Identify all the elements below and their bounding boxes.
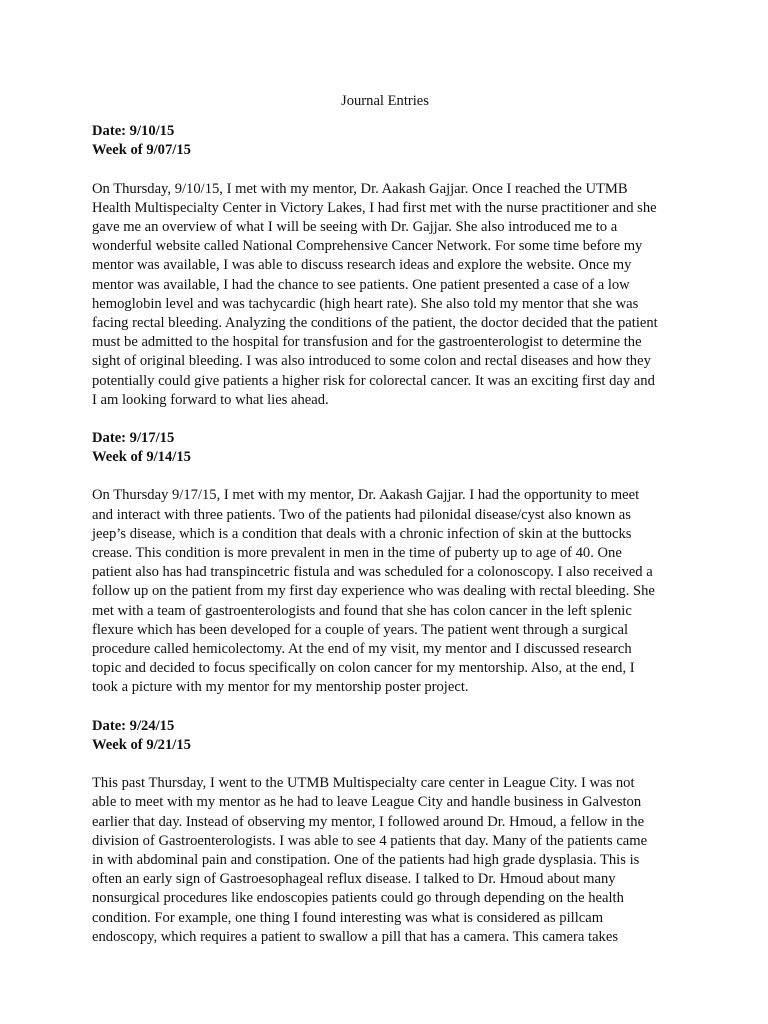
entry-week: Week of 9/07/15 <box>92 142 191 159</box>
entry-week: Week of 9/21/15 <box>92 736 191 753</box>
entry-text: On Thursday 9/17/15, I met with my mentor, Dr. Aakash Gajjar. I had the opportunity to meet and interact with three patients. Two of the patients had pilonidal disease/cyst also known as jeep’s disease, which is a condition that deals with a chronic infection of skin at the buttocks crease. This condition is more prevalent in men in the time of puberty up to age of 40. One patient also has had transpincetric fistula and was scheduled for a colonoscopy. I also received a follow up on the patient from my first day experience who was dealing with rectal bleeding. She met with a team of gastroenterologists and found that she has colon cancer in the left splenic flexure which has been developed for a couple of years. The patient went through a surgical procedure called hemicolectomy. At the end of my visit, my mentor and I discussed research topic and decided to focus specifically on colon cancer for my mentorship. Also, at the end, I took a picture with my mentor for my mentorship poster project. <box>92 487 655 696</box>
entry-text: This past Thursday, I went to the UTMB Multispecialty care center in League City. I was not able to meet with my mentor as he had to leave League City and handle business in Galveston earlier that day. Instead of observing my mentor, I followed around Dr. Hmoud, a fellow in the division of Gastroenterologists. I was able to see 4 patients that day. Many of the patients came in with abdominal pain and constipation. One of the patients had high grade dysplasia. This is often an early sign of Gastroesophageal reflux disease. I talked to Dr. Hmoud about many nonsurgical procedures like endoscopies patients could go through depending on the health condition. For example, one thing I found interesting was what is considered as pillcam endoscopy, which requires a patient to swallow a pill that has a camera. This camera takes <box>92 775 648 945</box>
entry-week: Week of 9/14/15 <box>92 449 191 466</box>
journal-entry <box>92 429 678 698</box>
entry-text: On Thursday, 9/10/15, I met with my mentor, Dr. Aakash Gajjar. Once I reached the UTMB Health Multispecialty Center in Victory Lakes, I had first met with the nurse practitioner and she gave me an overview of what I will be seeing with Dr. Gajjar. She also introduced me to a wonderful website called National Comprehensive Cancer Network. For some time before my mentor was available, I was able to discuss research ideas and explore the website. Once my mentor was available, I had the chance to see patients. One patient presented a case of a low hemoglobin level and was tachycardic (high heart rate). She also told my mentor that she was facing rectal bleeding. Analyzing the conditions of the patient, the doctor decided that the patient must be admitted to the hospital for transfusion and for the gastroenterologist to determine the sight of original bleeding. I was also introduced to some colon and rectal diseases and how they potentially could give patients a higher risk for colorectal cancer. It was an exciting first day and I am looking forward to what lies ahead. <box>92 180 658 408</box>
journal-entry <box>92 717 678 947</box>
journal-entry <box>92 122 678 410</box>
entry-date: Date: 9/10/15 <box>92 123 175 140</box>
entry-date: Date: 9/17/15 <box>92 430 175 447</box>
document-page <box>92 92 678 947</box>
document-title: Journal Entries <box>341 93 429 109</box>
entry-date: Date: 9/24/15 <box>92 717 175 734</box>
